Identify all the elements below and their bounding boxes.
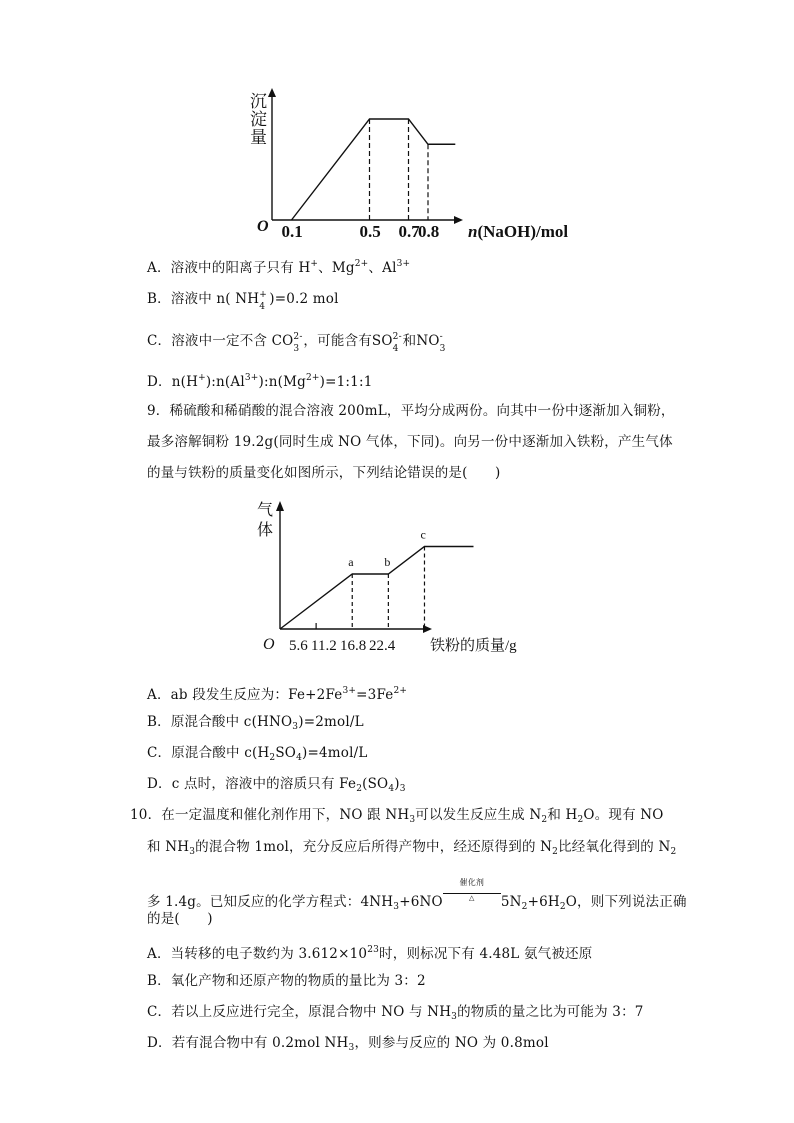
q9-option-c: C．原混合酸中 $c(H_2SO_4)=4mol/L$ bbox=[147, 745, 368, 763]
q9-option-d: D．c 点时，溶液中的溶质只有 $Fe_2(SO_4)_3$ bbox=[147, 776, 406, 794]
q10-stem-line-3: 多 1.4g。已知反应的化学方程式：$4NH_3+6NO$催化剂 △ $5N_2+6H_2O$，则下列说法正确 bbox=[147, 874, 687, 916]
q9-stem-line-1: 9．稀硫酸和稀硝酸的混合溶液 200mL，平均分成两份。向其中一份中逐渐加入铜粉， bbox=[147, 403, 675, 419]
point-label-a: a bbox=[348, 555, 354, 569]
q10-option-b: B．氧化产物和还原产物的物质的量比为 3：2 bbox=[147, 973, 426, 989]
q9-stem-line-3: 的量与铁粉的质量变化如图所示，下列结论错误的是( ) bbox=[147, 465, 501, 481]
q8-option-d: D．$n(H^+):n(Al^{3+}):n(Mg^{2+})=1:1:1$ bbox=[147, 373, 373, 390]
x-tick-label: 11.2 bbox=[311, 638, 337, 654]
point-label-c: c bbox=[420, 527, 426, 542]
x-tick-label: 5.6 bbox=[289, 638, 308, 654]
x-tick-label: 0.5 bbox=[359, 222, 381, 241]
x-axis-label: n(NaOH)/mol bbox=[468, 222, 569, 241]
point-label-b: b bbox=[384, 555, 391, 569]
y-label-1: 气 bbox=[257, 502, 274, 519]
x-tick-label: 22.4 bbox=[369, 638, 396, 654]
y-label-3: 量 bbox=[250, 128, 267, 147]
q8-option-b: B．溶液中 n( NH + 4 )=0.2 mol bbox=[147, 290, 339, 312]
q10-option-a: A．当转移的电子数约为 $3.612\times 10^{23}$时，则标况下有 4.48L 氨气被还原 bbox=[147, 945, 593, 962]
q10-stem-line-4: 的是( ) bbox=[147, 911, 213, 927]
q8-option-a: A．溶液中的阳离子只有 H+、$Mg^{2+}$、$Al^{3+}$ bbox=[147, 259, 411, 276]
chart-gas-vs-iron bbox=[255, 495, 555, 660]
q9-stem-line-2: 最多溶解铜粉 19.2g(同时生成 NO 气体，下同)。向另一份中逐渐加入铁粉，产生气体 bbox=[147, 434, 673, 450]
q10-option-d: D．若有混合物中有 0.2mol $NH_3$，则参与反应的 NO 为 0.8mol bbox=[147, 1035, 549, 1053]
q9-option-a: A．ab 段发生反应为：$Fe+2Fe^{3+}=3Fe^{2+}$ bbox=[147, 686, 408, 703]
q9-option-b: B．原混合酸中 $c(HNO_3)=2mol/L$ bbox=[147, 714, 364, 732]
q10-option-c: C．若以上反应进行完全，原混合物中 NO 与 $NH_3$的物质的量之比为可能为 3：7 bbox=[147, 1004, 644, 1022]
origin-label: O bbox=[263, 636, 275, 653]
q10-stem-line-1: 10．在一定温度和催化剂作用下，NO 跟 $NH_3$可以发生反应生成 $N_2$和 $H_2O$。现有 NO bbox=[130, 807, 664, 825]
x-axis-arrow bbox=[454, 216, 463, 224]
origin-label: O bbox=[257, 218, 269, 235]
y-axis-arrow bbox=[268, 88, 276, 97]
x-tick-label: 0.1 bbox=[281, 222, 303, 241]
x-tick-label: 16.8 bbox=[340, 638, 367, 654]
x-axis-label: 铁粉的质量/g bbox=[430, 638, 517, 654]
series-line bbox=[292, 119, 456, 220]
reaction-condition: 催化剂 △ bbox=[443, 874, 501, 902]
y-axis-arrow bbox=[276, 501, 284, 511]
q10-stem-line-2: 和 $NH_3$的混合物 1mol，充分反应后所得产物中，经还原得到的 $N_2$比经氧化得到的 $N_2$ bbox=[147, 839, 677, 857]
y-label-2: 淀 bbox=[250, 110, 267, 129]
y-label-2: 体 bbox=[257, 522, 274, 539]
x-tick-label: 0.8 bbox=[418, 222, 440, 241]
q8-option-c: C．溶液中一定不含 CO 2- 3 ，可能含有SO 2- 4 和NO - 3 bbox=[147, 332, 446, 354]
chart-precipitate bbox=[240, 85, 590, 245]
y-label-1: 沉 bbox=[250, 92, 267, 111]
x-tick-label: 0.7 bbox=[398, 222, 420, 241]
series-line bbox=[280, 547, 474, 630]
